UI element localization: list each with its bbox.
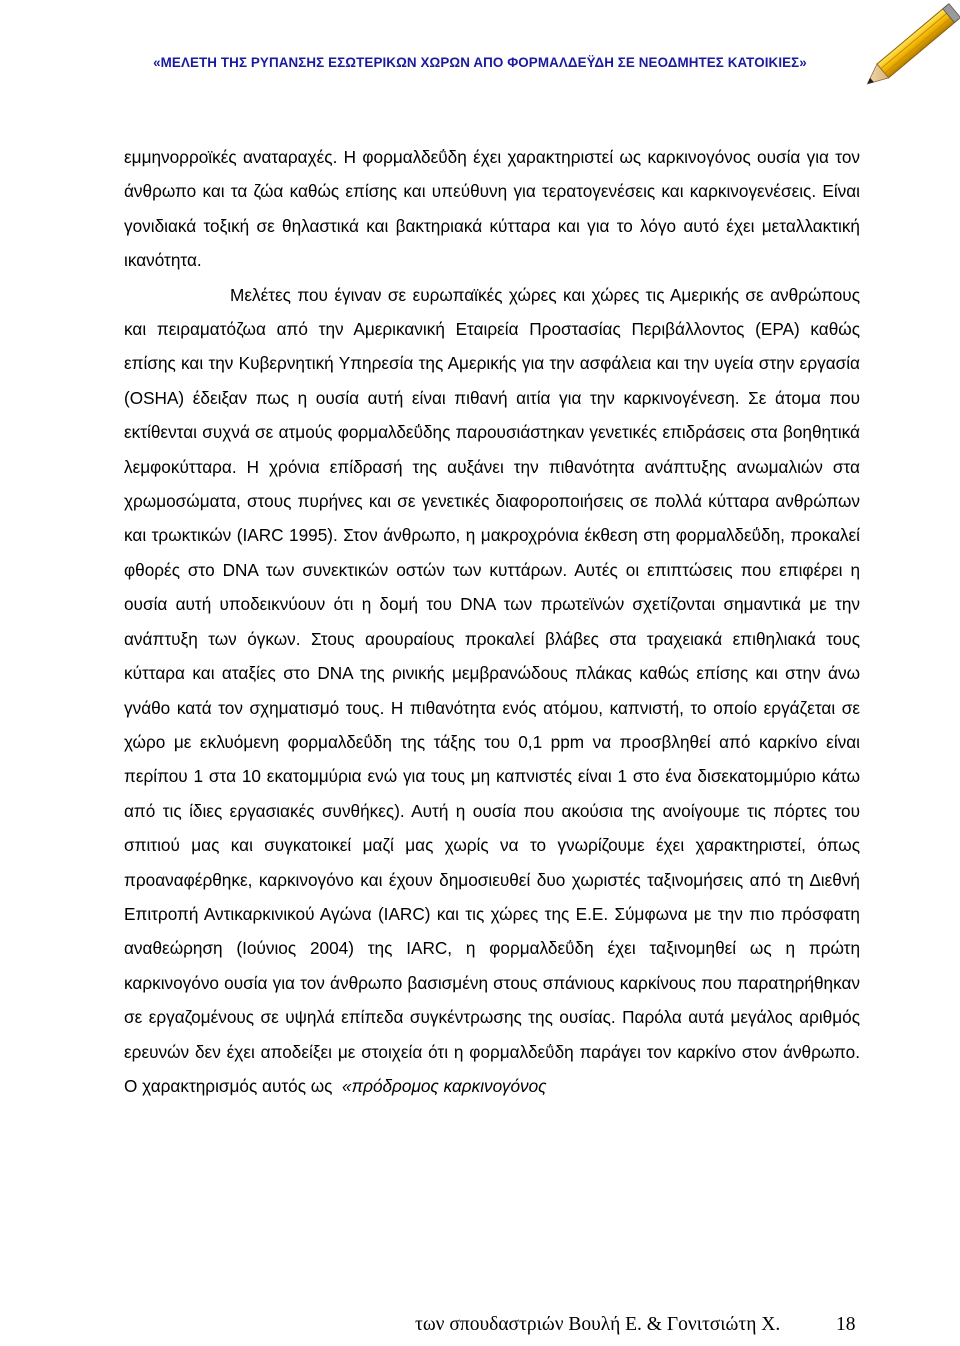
paragraph-2 [124, 278, 860, 1104]
paragraph-2-text: Μελέτες που έγιναν σε ευρωπαϊκές χώρες και χώρες τις Αμερικής σε ανθρώπους και πειραματόζωα από την Αμερικανική Εταιρεία Προστασίας Περιβάλλοντος (EPA) καθώς επίσης και την Κυβερνητική Υπηρεσία της Αμερικής για την ασφάλεια και την υγεία στην εργασία (OSHA) έδειξαν πως η ουσία αυτή είναι πιθανή αιτία για την καρκινογένεση. Σε άτομα που εκτίθενται συχνά σε ατμούς φορμαλδεΰδης παρουσιάστηκαν γενετικές επιδράσεις στα βοηθητικά λεμφοκύτταρα. Η χρόνια επίδρασή της αυξάνει την πιθανότητα ανάπτυξης ανωμαλιών στα χρωμοσώματα, στους πυρήνες και σε γενετικές διαφοροποιήσεις σε πολλά κύτταρα ανθρώπων και τρωκτικών (IARC 1995). Στον άνθρωπο, η μακροχρόνια έκθεση στη φορμαλδεΰδη, προκαλεί φθορές στο DNA των συνεκτικών οστών των κυττάρων. Αυτές οι επιπτώσεις που επιφέρει η ουσία αυτή υποδεικνύουν ότι η δομή του DNA των πρωτεϊνών σχετίζονται σημαντικά με την ανάπτυξη των όγκων. Στους αρουραίους προκαλεί βλάβες στα τραχειακά επιθηλιακά τους κύτταρα και αταξίες στο DNA της ρινικής μεμβρανώδους πλάκας καθώς επίσης και στην άνω γνάθο κατά τον σχηματισμό τους. Η πιθανότητα ενός ατόμου, καπνιστή, το οποίο εργάζεται σε χώρο με εκλυόμενη φορμαλδεΰδη της τάξης του 0,1 ppm να προσβληθεί από καρκίνο είναι περίπου 1 στα 10 εκατομμύρια ενώ για τους μη καπνιστές είναι 1 στο ένα δισεκατομμύριο κάτω από τις ίδιες εργασιακές συνθήκες). Αυτή η ουσία που ακούσια της ανοίγουμε τις πόρτες του σπιτιού μας και συγκατοικεί μαζί μας χωρίς να το γνωρίζουμε έχει χαρακτηριστεί, όπως προαναφέρθηκε, καρκινογόνο και έχουν δημοσιευθεί δυο χωριστές ταξινομήσεις από τη Διεθνή Επιτροπή Αντικαρκινικού Αγώνα (IARC) και τις χώρες της Ε.Ε. Σύμφωνα με την πιο πρόσφατη αναθεώρηση (Ιούνιος 2004) της IARC, η φορμαλδεΰδη έχει ταξινομηθεί ως η πρώτη καρκινογόνο ουσία για τον άνθρωπο βασισμένη στους σπάνιους καρκίνους που παρατηρήθηκαν σε εργαζομένους σε υψηλά επίπεδα συγκέντρωσης της ουσίας. Παρόλα αυτά μεγάλος αριθμός ερευνών δεν έχει αποδείξει με στοιχεία ότι η φορμαλδεΰδη παράγει τον καρκίνο στον άνθρωπο. Ο χαρακτηρισμός αυτός ως [124, 284, 860, 1096]
paragraph-1: εμμηνορροϊκές αναταραχές. Η φορμαλδεΰδη έχει χαρακτηριστεί ως καρκινογόνος ουσία για τον άνθρωπο και τα ζώα καθώς επίσης και υπεύθυνη για τερατογενέσεις και καρκινογενέσεις. Είναι γονιδιακά τοξική σε θηλαστικά και βακτηριακά κύτταρα και για το λόγο αυτό έχει μεταλλακτική ικανότητα. [124, 147, 860, 271]
pencil-icon [862, 0, 960, 88]
running-header-title: «ΜΕΛΕΤΗ ΤΗΣ ΡΥΠΑΝΣΗΣ ΕΣΩΤΕΡΙΚΩΝ ΧΩΡΩΝ ΑΠΟ ΦΟΡΜΑΛΔΕΫΔΗ ΣΕ ΝΕΟΔΜΗΤΕΣ ΚΑΤΟΙΚΙΕΣ» [153, 55, 807, 70]
main-text [124, 140, 860, 1103]
footer-authors: των σπουδαστριών Βουλή Ε. & Γονιτσιώτη Χ. [415, 1314, 781, 1335]
page-number: 18 [836, 1314, 856, 1335]
paragraph-2-italic-tail: «πρόδρομος καρκινογόνος [342, 1075, 547, 1096]
